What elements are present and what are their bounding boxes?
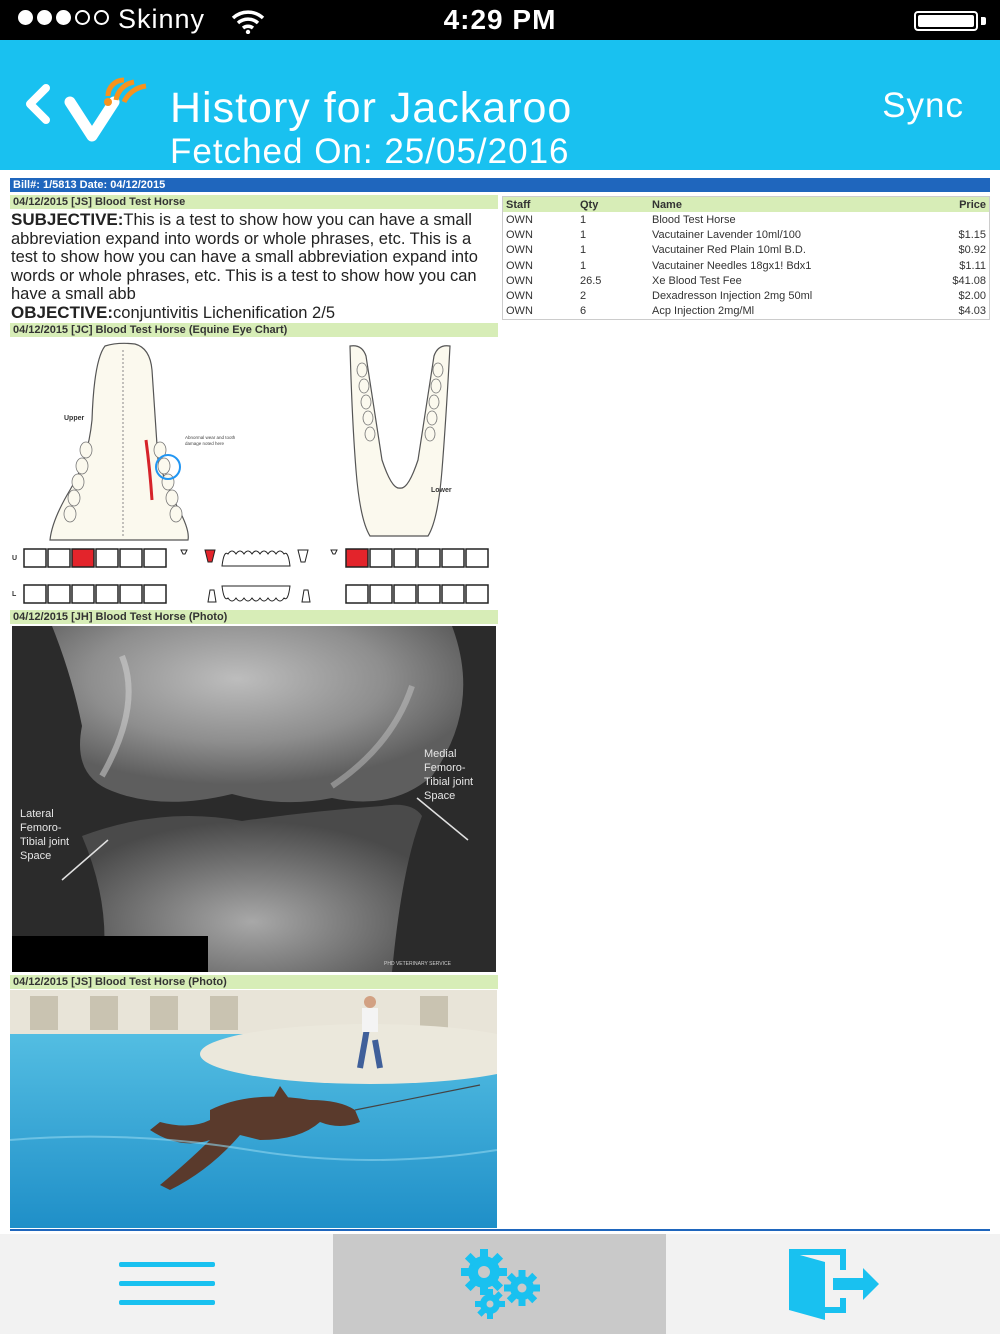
xray-credit: PHD VETERINARY SERVICE (384, 961, 451, 967)
subjective-text: This is a test to show how you can have a small abbreviation expand into words or whole phrases, etc. This is a test to show how you can have a small abbreviation expand into words or whole phrases, etc. This is a test to show how you can have a small abb (11, 211, 478, 303)
battery-icon (914, 11, 986, 31)
column-header: Price (929, 197, 989, 212)
table-row (503, 258, 989, 273)
dental-annotation: Abnormal wear and tooth (185, 435, 236, 440)
price-cell: $1.15 (958, 228, 986, 241)
status-bar (0, 0, 1000, 40)
qty-cell: 1 (580, 213, 587, 226)
staff-cell: OWN (506, 259, 533, 272)
column-header: Staff (503, 197, 577, 212)
table-row (503, 227, 989, 242)
objective-label: OBJECTIVE: (11, 302, 114, 322)
logout-tab[interactable] (666, 1234, 1000, 1334)
page-title: History for Jackaroo (170, 84, 573, 132)
carrier-name: Skinny (118, 4, 206, 34)
app-header (0, 40, 1000, 170)
item-name-cell: Vacutainer Needles 18gx1! Bdx1 (652, 259, 812, 272)
upper-row-label: U (12, 555, 18, 562)
entry-header: 04/12/2015 [JH] Blood Test Horse (Photo) (10, 610, 498, 624)
sync-button[interactable]: Sync (882, 86, 964, 125)
subjective-label: SUBJECTIVE: (11, 211, 124, 229)
staff-cell: OWN (506, 305, 533, 318)
v-wifi-logo-icon (62, 74, 152, 178)
item-name-cell: Acp Injection 2mg/Ml (652, 305, 755, 318)
equine-dental-chart (10, 340, 498, 612)
bill-items-table (502, 196, 990, 320)
lower-jaw-label: Lower (431, 487, 452, 494)
staff-cell: OWN (506, 290, 533, 303)
lower-row-label: L (12, 591, 17, 598)
table-header-row (503, 197, 989, 212)
chevron-left-icon[interactable] (20, 84, 54, 124)
staff-cell: OWN (506, 274, 533, 287)
gears-icon (452, 1248, 548, 1320)
price-cell: $1.11 (959, 259, 986, 272)
price-cell: $2.00 (958, 290, 986, 303)
clinical-notes (11, 211, 499, 322)
horse-swimming-photo[interactable] (10, 990, 497, 1228)
xray-label: Tibial joint (20, 836, 70, 848)
price-cell (929, 212, 989, 227)
xray-label: Medial (424, 748, 457, 760)
price-cell: $0.92 (958, 244, 986, 257)
staff-cell: OWN (506, 213, 533, 226)
xray-label: Tibial joint (424, 776, 474, 788)
xray-label: Space (20, 850, 52, 862)
item-name-cell: Vacutainer Lavender 10ml/100 (652, 228, 802, 241)
logout-door-icon (785, 1248, 881, 1320)
xray-label: Femoro- (424, 762, 466, 774)
xray-label: Lateral (20, 808, 54, 820)
column-header: Name (649, 197, 929, 212)
entry-header: 04/12/2015 [JC] Blood Test Horse (Equine Eye Chart) (10, 323, 498, 337)
item-name-cell: Vacutainer Red Plain 10ml B.D. (652, 244, 806, 257)
item-name-cell: Blood Test Horse (652, 213, 736, 226)
upper-jaw-label: Upper (64, 415, 85, 422)
qty-cell: 2 (580, 290, 587, 303)
qty-cell: 1 (580, 244, 587, 257)
xray-label: Femoro- (20, 822, 62, 834)
bill-header: Bill#: 1/5813 Date: 04/12/2015 (10, 178, 990, 192)
staff-cell: OWN (506, 244, 533, 257)
fetched-date: Fetched On: 25/05/2016 (170, 132, 570, 171)
table-row (503, 288, 989, 303)
bottom-tab-bar (0, 1234, 1000, 1334)
status-time: 4:29 PM (443, 4, 557, 35)
staff-cell: OWN (506, 228, 533, 241)
qty-cell: 1 (580, 228, 587, 241)
dental-annotation: damage noted here (185, 441, 225, 446)
qty-cell: 1 (580, 259, 587, 272)
hamburger-menu-icon (119, 1260, 215, 1308)
price-cell: $4.03 (958, 305, 986, 318)
table-row (503, 212, 989, 227)
column-header: Qty (577, 197, 649, 212)
table-row (503, 243, 989, 258)
item-name-cell: Xe Blood Test Fee (652, 274, 742, 287)
settings-tab[interactable] (333, 1234, 666, 1334)
table-row (503, 304, 989, 319)
entry-header: 04/12/2015 [JS] Blood Test Horse (10, 195, 498, 209)
menu-tab[interactable] (0, 1234, 333, 1334)
qty-cell: 26.5 (580, 274, 602, 287)
entry-header: 04/12/2015 [JS] Blood Test Horse (Photo) (10, 975, 498, 989)
price-cell: $41.08 (952, 274, 986, 287)
xray-label: Space (424, 790, 456, 802)
table-row (503, 273, 989, 288)
item-name-cell: Dexadresson Injection 2mg 50ml (652, 290, 813, 303)
xray-photo[interactable] (12, 626, 496, 972)
objective-text: conjuntivitis Lichenification 2/5 (113, 303, 335, 322)
divider (10, 1229, 990, 1231)
qty-cell: 6 (580, 305, 587, 318)
